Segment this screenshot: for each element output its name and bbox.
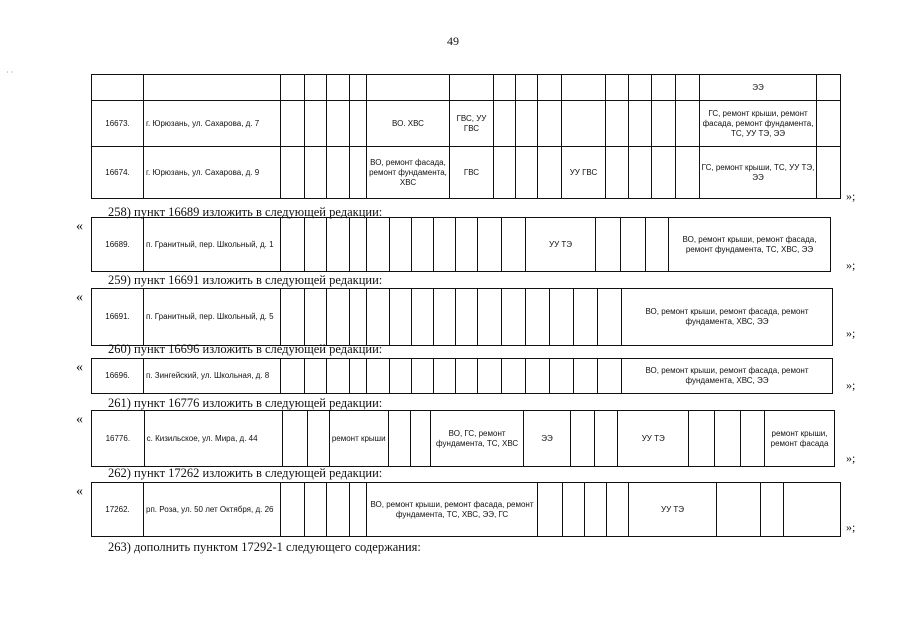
work-type-cell: [570, 411, 594, 467]
address-cell: п. Гранитный, пер. Школьный, д. 5: [144, 289, 281, 346]
work-type-cell: [494, 75, 516, 101]
work-type-cell: [327, 483, 350, 537]
work-type-cell: [305, 359, 327, 394]
work-type-cell: [717, 483, 761, 537]
work-type-cell: [606, 147, 629, 199]
work-type-cell: [367, 75, 450, 101]
closing-quote: »;: [846, 520, 856, 534]
work-type-cell: [598, 289, 622, 346]
work-type-cell: [598, 359, 622, 394]
work-type-cell: ВО, ремонт крыши, ремонт фасада, ремонт фундамента, ХВС, ЭЭ: [622, 359, 833, 394]
table-row: [92, 101, 841, 147]
work-type-cell: [676, 75, 700, 101]
work-type-cell: [562, 75, 606, 101]
table-row: [92, 218, 831, 272]
work-type-cell: УУ ТЭ: [618, 411, 689, 467]
work-type-cell: [607, 483, 629, 537]
address-cell: рп. Роза, ул. 50 лет Октября, д. 26: [144, 483, 281, 537]
paragraph-261: 261) пункт 16776 изложить в следующей редакции:: [108, 396, 383, 410]
work-type-cell: ВО, ремонт крыши, ремонт фасада, ремонт фундамента, ТС, ХВС, ЭЭ: [669, 218, 831, 272]
item-number-cell: 16689.: [92, 218, 144, 272]
work-type-cell: [327, 147, 350, 199]
closing-quote: »;: [846, 451, 856, 465]
closing-quote: »;: [846, 378, 856, 392]
work-type-cell: [550, 359, 574, 394]
address-cell: г. Юрюзань, ул. Сахарова, д. 7: [144, 101, 281, 147]
work-type-cell: ГС, ремонт крыши, ТС, УУ ТЭ, ЭЭ: [700, 147, 817, 199]
work-type-cell: УУ ГВС: [562, 147, 606, 199]
table-16691: [91, 288, 833, 346]
work-type-cell: [502, 289, 526, 346]
work-type-cell: [784, 483, 841, 537]
work-type-cell: ВО, ремонт крыши, ремонт фасада, ремонт фундамента, ХВС, ЭЭ: [622, 289, 833, 346]
table-row: [92, 483, 841, 537]
work-type-cell: [281, 218, 305, 272]
work-type-cell: [621, 218, 646, 272]
work-type-cell: [434, 359, 456, 394]
table-17262: [91, 482, 841, 537]
work-type-cell: [307, 411, 329, 467]
work-type-cell: [305, 75, 327, 101]
work-type-cell: [281, 483, 305, 537]
work-type-cell: [412, 218, 434, 272]
work-type-cell: [367, 289, 390, 346]
table-row: [92, 411, 835, 467]
work-type-cell: [629, 147, 652, 199]
work-type-cell: [350, 147, 367, 199]
work-type-cell: [281, 101, 305, 147]
work-type-cell: [526, 289, 550, 346]
work-type-cell: [350, 289, 367, 346]
item-number-cell: 16696.: [92, 359, 144, 394]
table-row: [92, 359, 833, 394]
work-type-cell: [516, 101, 538, 147]
work-type-cell: [281, 75, 305, 101]
work-type-cell: [646, 218, 669, 272]
work-type-cell: [516, 75, 538, 101]
paragraph-259: 259) пункт 16691 изложить в следующей редакции:: [108, 273, 383, 287]
work-type-cell: [629, 101, 652, 147]
work-type-cell: [350, 359, 367, 394]
table-16673-16674: [91, 74, 841, 199]
work-type-cell: [478, 289, 502, 346]
table-16776: [91, 410, 835, 467]
address-cell: п. Зингейский, ул. Школьная, д. 8: [144, 359, 281, 394]
work-type-cell: [652, 101, 676, 147]
work-type-cell: [305, 101, 327, 147]
work-type-cell: [574, 359, 598, 394]
work-type-cell: [412, 289, 434, 346]
paragraph-262: 262) пункт 17262 изложить в следующей редакции:: [108, 466, 383, 480]
work-type-cell: [281, 359, 305, 394]
work-type-cell: [574, 289, 598, 346]
address-cell: [144, 75, 281, 101]
work-type-cell: [715, 411, 740, 467]
work-type-cell: [390, 218, 412, 272]
item-number-cell: 16673.: [92, 101, 144, 147]
work-type-cell: [516, 147, 538, 199]
work-type-cell: [390, 289, 412, 346]
work-type-cell: [585, 483, 607, 537]
work-type-cell: [281, 289, 305, 346]
work-type-cell: ВО. ХВС: [367, 101, 450, 147]
table-row: [92, 289, 833, 346]
work-type-cell: [350, 483, 367, 537]
address-cell: г. Юрюзань, ул. Сахарова, д. 9: [144, 147, 281, 199]
work-type-cell: [434, 218, 456, 272]
work-type-cell: [652, 147, 676, 199]
work-type-cell: [563, 483, 585, 537]
table-row: [92, 147, 841, 199]
work-type-cell: ЭЭ: [524, 411, 571, 467]
work-type-cell: [456, 359, 478, 394]
work-type-cell: [562, 101, 606, 147]
work-type-cell: [305, 483, 327, 537]
work-type-cell: ремонт крыши, ремонт фасада: [765, 411, 835, 467]
work-type-cell: [327, 101, 350, 147]
work-type-cell: [456, 289, 478, 346]
work-type-cell: [740, 411, 764, 467]
work-type-cell: ГВС, УУ ГВС: [450, 101, 494, 147]
opening-quote: «: [76, 412, 83, 427]
work-type-cell: [327, 359, 350, 394]
address-cell: п. Гранитный, пер. Школьный, д. 1: [144, 218, 281, 272]
work-type-cell: [410, 411, 430, 467]
work-type-cell: ГС, ремонт крыши, ремонт фасада, ремонт фундамента, ТС, УУ ТЭ, ЭЭ: [700, 101, 817, 147]
work-type-cell: [478, 359, 502, 394]
work-type-cell: [817, 75, 841, 101]
work-type-cell: [390, 359, 412, 394]
work-type-cell: [281, 147, 305, 199]
margin-mark: · ·: [6, 68, 14, 77]
work-type-cell: [478, 218, 502, 272]
work-type-cell: УУ ТЭ: [629, 483, 717, 537]
work-type-cell: [526, 359, 550, 394]
work-type-cell: [283, 411, 307, 467]
work-type-cell: [606, 101, 629, 147]
work-type-cell: [305, 289, 327, 346]
work-type-cell: [550, 289, 574, 346]
work-type-cell: [494, 147, 516, 199]
work-type-cell: [350, 218, 367, 272]
work-type-cell: ГВС: [450, 147, 494, 199]
work-type-cell: [494, 101, 516, 147]
work-type-cell: [689, 411, 715, 467]
work-type-cell: [606, 75, 629, 101]
work-type-cell: [596, 218, 621, 272]
work-type-cell: [350, 101, 367, 147]
work-type-cell: [388, 411, 410, 467]
work-type-cell: [502, 218, 526, 272]
work-type-cell: [350, 75, 367, 101]
work-type-cell: ВО, ремонт крыши, ремонт фасада, ремонт фундамента, ТС, ХВС, ЭЭ, ГС: [367, 483, 538, 537]
work-type-cell: [676, 101, 700, 147]
work-type-cell: [367, 218, 390, 272]
work-type-cell: [327, 218, 350, 272]
work-type-cell: [434, 289, 456, 346]
work-type-cell: [817, 101, 841, 147]
work-type-cell: [629, 75, 652, 101]
work-type-cell: ВО, ремонт фасада, ремонт фундамента, ХВС: [367, 147, 450, 199]
work-type-cell: [456, 218, 478, 272]
closing-quote: »;: [846, 326, 856, 340]
work-type-cell: [305, 147, 327, 199]
work-type-cell: [327, 75, 350, 101]
paragraph-260: 260) пункт 16696 изложить в следующей редакции:: [108, 342, 383, 356]
table-row: [92, 75, 841, 101]
opening-quote: «: [76, 290, 83, 305]
item-number-cell: 16691.: [92, 289, 144, 346]
paragraph-258: 258) пункт 16689 изложить в следующей редакции:: [108, 205, 383, 219]
work-type-cell: ремонт крыши: [329, 411, 388, 467]
opening-quote: «: [76, 219, 83, 234]
work-type-cell: [412, 359, 434, 394]
work-type-cell: УУ ТЭ: [526, 218, 596, 272]
work-type-cell: [305, 218, 327, 272]
closing-quote: »;: [846, 189, 856, 203]
work-type-cell: [538, 101, 562, 147]
work-type-cell: [327, 289, 350, 346]
work-type-cell: [502, 359, 526, 394]
item-number-cell: 16776.: [92, 411, 145, 467]
work-type-cell: [450, 75, 494, 101]
opening-quote: «: [76, 360, 83, 375]
table-16696: [91, 358, 833, 394]
work-type-cell: [538, 483, 563, 537]
item-number-cell: 17262.: [92, 483, 144, 537]
opening-quote: «: [76, 484, 83, 499]
work-type-cell: [652, 75, 676, 101]
work-type-cell: [367, 359, 390, 394]
item-number-cell: 16674.: [92, 147, 144, 199]
work-type-cell: [538, 147, 562, 199]
work-type-cell: [676, 147, 700, 199]
work-type-cell: [817, 147, 841, 199]
work-type-cell: [595, 411, 618, 467]
work-type-cell: [538, 75, 562, 101]
item-number-cell: [92, 75, 144, 101]
work-type-cell: ВО, ГС, ремонт фундамента, ТС, ХВС: [431, 411, 524, 467]
address-cell: с. Кизильское, ул. Мира, д. 44: [144, 411, 283, 467]
work-type-cell: [761, 483, 784, 537]
closing-quote: »;: [846, 258, 856, 272]
page-number: 49: [447, 34, 459, 48]
paragraph-263: 263) дополнить пунктом 17292-1 следующего содержания:: [108, 540, 421, 554]
table-16689: [91, 217, 831, 272]
work-type-cell: ЭЭ: [700, 75, 817, 101]
